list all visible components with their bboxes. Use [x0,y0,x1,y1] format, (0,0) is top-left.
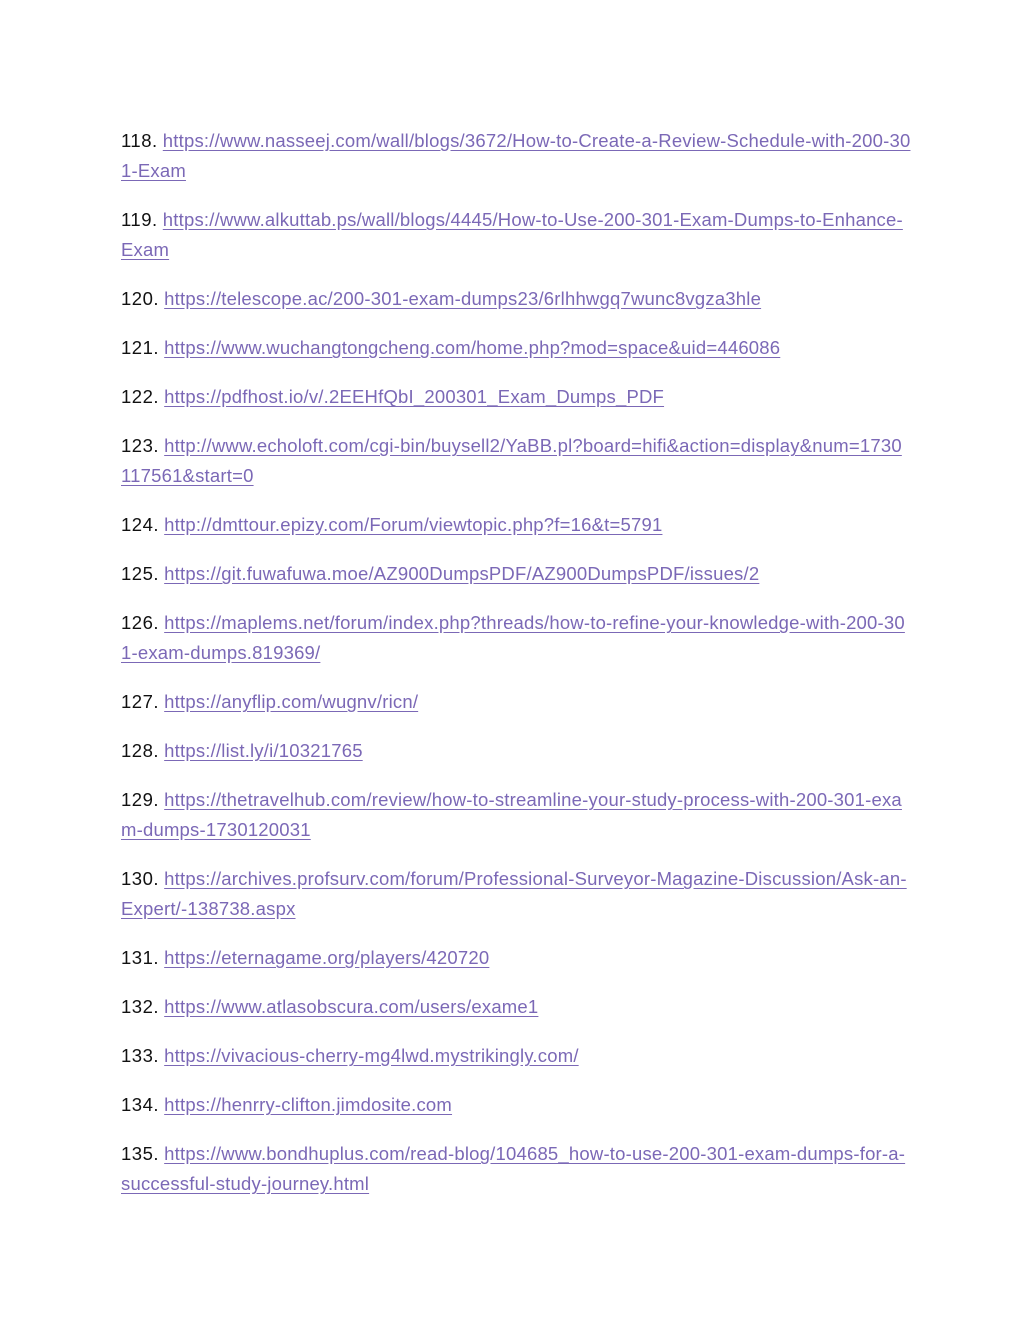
item-link[interactable]: https://list.ly/i/10321765 [164,740,363,761]
item-link[interactable]: https://pdfhost.io/v/.2EEHfQbI_200301_Exam_Dumps_PDF [164,386,665,407]
item-link[interactable]: https://thetravelhub.com/review/how-to-streamline-your-study-process-with-200-301-exam-dumps-1730120031 [121,789,902,840]
item-link[interactable]: https://henrry-clifton.jimdosite.com [164,1094,453,1115]
item-link[interactable]: https://www.bondhuplus.com/read-blog/104685_how-to-use-200-301-exam-dumps-for-a-successful-study-journey.html [121,1143,906,1194]
list-item [121,431,911,491]
list-item [121,736,911,766]
list-item [121,205,911,265]
item-number: 121. [121,337,160,358]
list-item [121,333,911,363]
item-link[interactable]: https://maplems.net/forum/index.php?threads/how-to-refine-your-knowledge-with-200-301-exam-dumps.819369/ [121,612,905,663]
item-number: 122. [121,386,160,407]
list-item [121,864,911,924]
list-item [121,1139,911,1199]
list-item [121,284,911,314]
list-item [121,382,911,412]
item-link[interactable]: http://dmttour.epizy.com/Forum/viewtopic.php?f=16&t=5791 [164,514,663,535]
list-item [121,608,911,668]
item-link[interactable]: https://www.alkuttab.ps/wall/blogs/4445/How-to-Use-200-301-Exam-Dumps-to-Enhance-Exam [121,209,903,260]
item-link[interactable]: https://vivacious-cherry-mg4lwd.mystrikingly.com/ [164,1045,579,1066]
link-list [121,126,911,1218]
list-item [121,785,911,845]
item-number: 128. [121,740,160,761]
item-number: 118. [121,130,158,151]
list-item [121,1041,911,1071]
list-item [121,992,911,1022]
item-number: 134. [121,1094,160,1115]
item-number: 133. [121,1045,160,1066]
list-item [121,943,911,973]
item-number: 125. [121,563,160,584]
item-number: 132. [121,996,160,1017]
item-number: 124. [121,514,160,535]
list-item [121,1090,911,1120]
item-number: 120. [121,288,160,309]
item-number: 131. [121,947,160,968]
item-number: 129. [121,789,160,810]
list-item [121,126,911,186]
list-item [121,687,911,717]
item-link[interactable]: http://www.echoloft.com/cgi-bin/buysell2/YaBB.pl?board=hifi&action=display&num=1730117561&start=0 [121,435,902,486]
item-link[interactable]: https://telescope.ac/200-301-exam-dumps23/6rlhhwgq7wunc8vgza3hle [164,288,762,309]
item-number: 119. [121,209,158,230]
item-link[interactable]: https://www.nasseej.com/wall/blogs/3672/How-to-Create-a-Review-Schedule-with-200-301-Exam [121,130,911,181]
item-link[interactable]: https://eternagame.org/players/420720 [164,947,490,968]
item-number: 123. [121,435,160,456]
item-link[interactable]: https://archives.profsurv.com/forum/Professional-Surveyor-Magazine-Discussion/Ask-an-Expert/-138738.aspx [121,868,907,919]
item-number: 127. [121,691,160,712]
item-link[interactable]: https://git.fuwafuwa.moe/AZ900DumpsPDF/AZ900DumpsPDF/issues/2 [164,563,760,584]
item-link[interactable]: https://www.wuchangtongcheng.com/home.php?mod=space&uid=446086 [164,337,781,358]
item-link[interactable]: https://anyflip.com/wugnv/ricn/ [164,691,419,712]
item-link[interactable]: https://www.atlasobscura.com/users/exame1 [164,996,539,1017]
item-number: 135. [121,1143,160,1164]
item-number: 126. [121,612,160,633]
list-item [121,510,911,540]
item-number: 130. [121,868,160,889]
list-item [121,559,911,589]
